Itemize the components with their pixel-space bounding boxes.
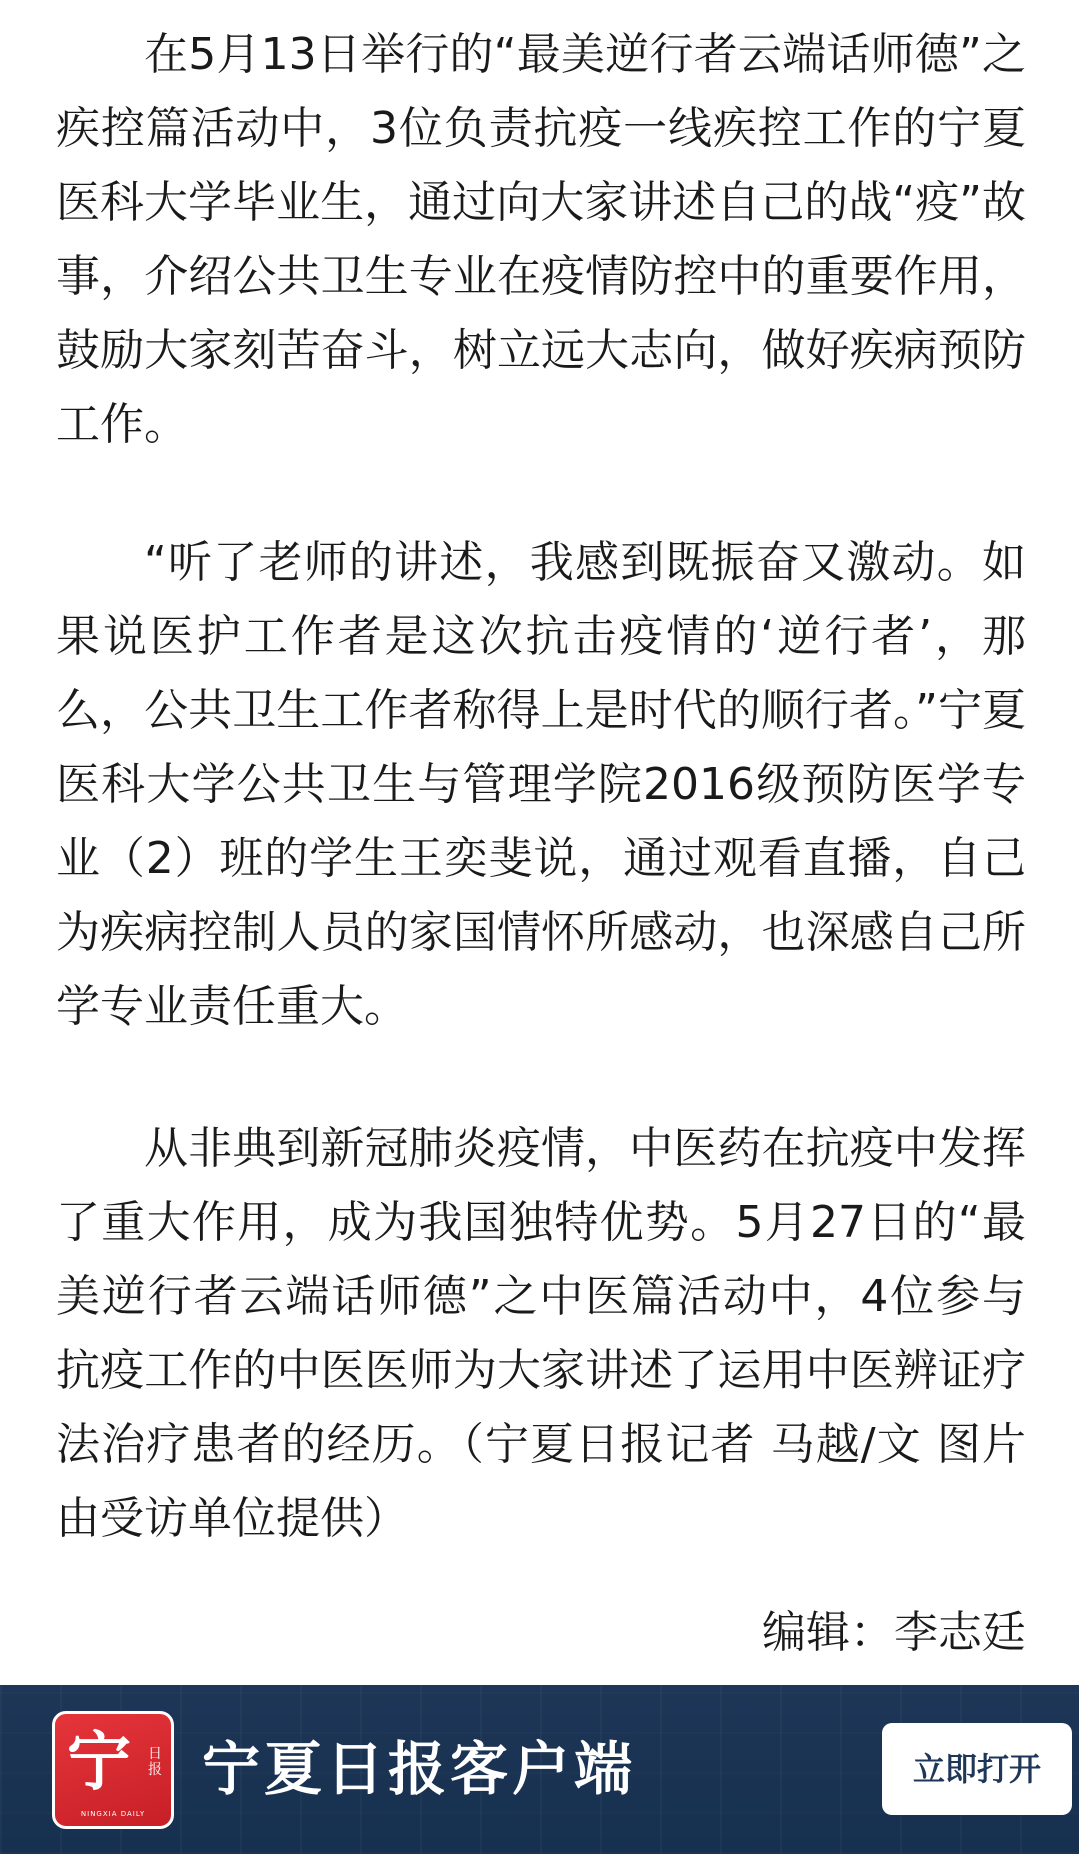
logo-mark: 宁 <box>67 1725 131 1800</box>
logo-foot-text: NINGXIA DAILY <box>80 1810 146 1818</box>
article-paragraph: “听了老师的讲述，我感到既振奋又激动。如果说医护工作者是这次抗击疫情的‘逆行者’，那么，公共卫生工作者称得上是时代的顺行者。”宁夏医科大学公共卫生与管理学院2016级预防医学专业（2）班的学生王奕斐说，通过观看直播，自己为疾病控制人员的家国情怀所感动，也深感自己所学专业责任重大。 <box>56 537 1026 1032</box>
logo-side-text: 日报 <box>148 1746 162 1778</box>
article-paragraph: 在5月13日举行的“最美逆行者云端话师德”之疾控篇活动中，3位负责抗疫一线疾控工作的宁夏医科大学毕业生，通过向大家讲述自己的战“疫”故事，介绍公共卫生专业在疫情防控中的重要作用，鼓励大家刻苦奋斗，树立远大志向，做好疾病预防工作。 <box>56 29 1026 450</box>
article-paragraph: 从非典到新冠肺炎疫情，中医药在抗疫中发挥了重大作用，成为我国独特优势。5月27日的“最美逆行者云端话师德”之中医篇活动中，4位参与抗疫工作的中医医师为大家讲述了运用中医辨证疗法治疗患者的经历。（宁夏日报记者 马越/文 图片由受访单位提供） <box>56 1123 1026 1544</box>
editor-credit: 编辑：李志廷 <box>762 1607 1026 1658</box>
app-name: 宁夏日报客户端 <box>202 1735 637 1803</box>
article-body <box>56 18 1026 1670</box>
app-logo <box>52 1711 174 1829</box>
open-app-button[interactable]: 立即打开 <box>882 1723 1072 1815</box>
app-download-banner[interactable] <box>0 1685 1079 1854</box>
